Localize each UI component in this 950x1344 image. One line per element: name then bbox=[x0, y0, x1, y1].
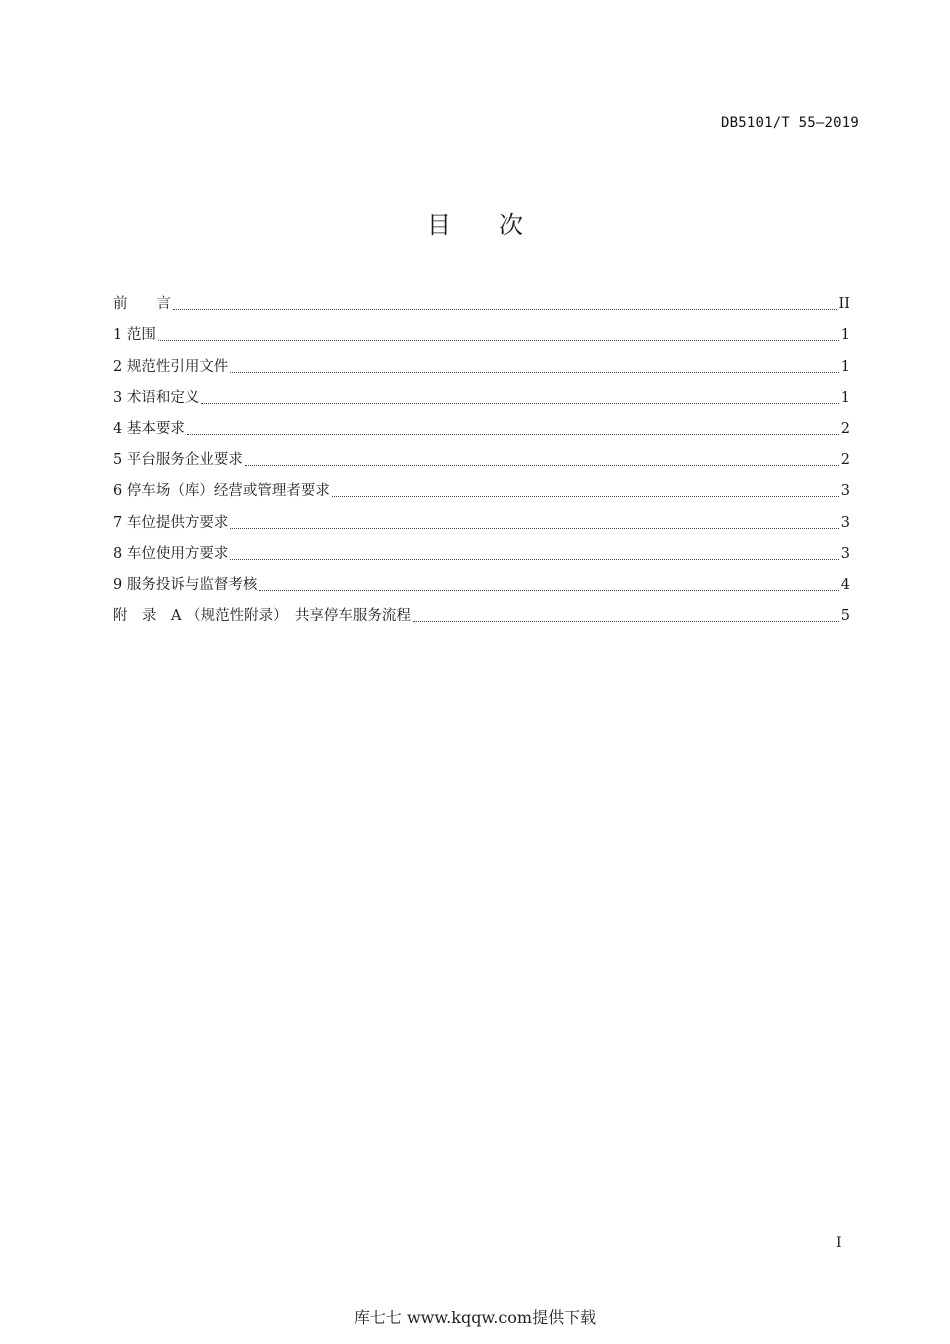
toc-entry-foreword[interactable] bbox=[113, 285, 850, 316]
toc-leader-dots bbox=[158, 339, 839, 341]
table-of-contents bbox=[113, 285, 850, 628]
toc-entry-label: 附 录 A （规范性附录） 共享停车服务流程 bbox=[113, 608, 411, 625]
toc-entry-space-provider-requirements[interactable] bbox=[113, 503, 850, 534]
toc-entry-page: 2 bbox=[840, 420, 850, 437]
toc-entry-page: 1 bbox=[840, 358, 850, 375]
toc-leader-dots bbox=[201, 402, 838, 404]
toc-entry-basic-requirements[interactable] bbox=[113, 410, 850, 441]
toc-entry-page: 5 bbox=[840, 608, 850, 625]
document-id: DB5101/T 55—2019 bbox=[720, 115, 859, 131]
toc-leader-dots bbox=[230, 371, 838, 373]
toc-entry-label: 4 基本要求 bbox=[113, 420, 185, 437]
page-number: I bbox=[836, 1235, 842, 1251]
toc-entry-complaints-supervision[interactable] bbox=[113, 566, 850, 597]
toc-entry-appendix-a[interactable] bbox=[113, 597, 850, 628]
toc-entry-label: 5 平台服务企业要求 bbox=[113, 452, 243, 469]
toc-entry-page: 3 bbox=[840, 545, 850, 562]
toc-leader-dots bbox=[332, 495, 839, 497]
toc-leader-dots bbox=[413, 620, 839, 622]
toc-entry-label: 8 车位使用方要求 bbox=[113, 545, 229, 562]
toc-entry-page: 2 bbox=[840, 452, 850, 469]
toc-entry-label: 6 停车场（库）经营或管理者要求 bbox=[113, 483, 330, 500]
toc-leader-dots bbox=[259, 589, 838, 591]
toc-entry-page: II bbox=[838, 296, 850, 313]
toc-entry-label: 2 规范性引用文件 bbox=[113, 358, 229, 375]
toc-leader-dots bbox=[187, 433, 839, 435]
download-source-footer: 库七七 www.kqqw.com提供下载 bbox=[353, 1308, 597, 1327]
toc-entry-label: 9 服务投诉与监督考核 bbox=[113, 576, 258, 593]
title-part-2: 次 bbox=[499, 211, 523, 239]
toc-entry-terms-definitions[interactable] bbox=[113, 379, 850, 410]
toc-entry-label: 1 范围 bbox=[113, 327, 156, 344]
toc-leader-dots bbox=[230, 558, 838, 560]
toc-entry-normative-references[interactable] bbox=[113, 347, 850, 378]
toc-entry-page: 3 bbox=[840, 483, 850, 500]
toc-entry-label: 3 术语和定义 bbox=[113, 389, 200, 406]
toc-entry-label: 前 言 bbox=[113, 296, 171, 313]
toc-entry-platform-requirements[interactable] bbox=[113, 441, 850, 472]
toc-entry-page: 1 bbox=[840, 389, 850, 406]
toc-leader-dots bbox=[245, 464, 839, 466]
toc-entry-scope[interactable] bbox=[113, 316, 850, 347]
toc-entry-page: 1 bbox=[840, 327, 850, 344]
toc-entry-page: 4 bbox=[840, 576, 850, 593]
toc-leader-dots bbox=[173, 308, 837, 310]
toc-entry-parking-operator-requirements[interactable] bbox=[113, 472, 850, 503]
page-title bbox=[0, 205, 950, 240]
title-part-1: 目 bbox=[427, 211, 451, 239]
toc-leader-dots bbox=[230, 527, 838, 529]
toc-entry-page: 3 bbox=[840, 514, 850, 531]
toc-entry-label: 7 车位提供方要求 bbox=[113, 514, 229, 531]
toc-entry-space-user-requirements[interactable] bbox=[113, 535, 850, 566]
